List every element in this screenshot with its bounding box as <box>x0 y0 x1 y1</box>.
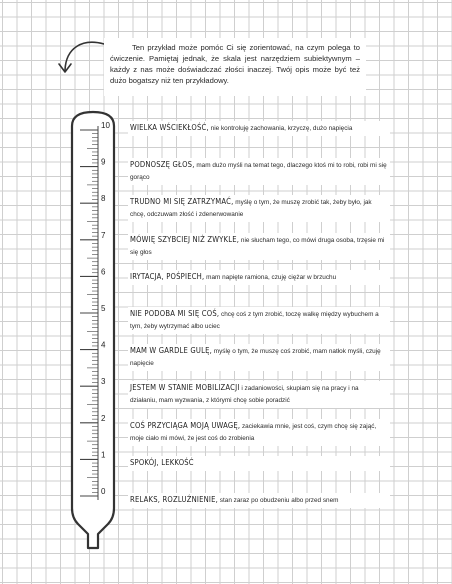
scale-number: 5 <box>101 304 106 313</box>
scale-item-4 <box>128 344 390 371</box>
scale-item-10 <box>128 121 390 136</box>
scale-item-2 <box>128 419 390 446</box>
scale-item-description: myślę o tym, że muszę coś zrobić, mam natłok myśli, czuję napięcie <box>130 348 381 368</box>
scale-item-description: myślę o tym, że muszę zrobić tak, żeby było, jak chcę, odczuwam złość i zdenerwowanie <box>130 199 372 219</box>
scale-item-1 <box>128 456 390 471</box>
scale-item-title: COŚ PRZYCIĄGA MOJĄ UWAGĘ, <box>130 420 241 430</box>
scale-number: 8 <box>101 194 106 204</box>
scale-item-title: SPOKÓJ, LEKKOŚĆ <box>130 457 194 467</box>
scale-item-title: IRYTACJA, POŚPIECH, <box>130 271 205 281</box>
scale-number: 1 <box>101 450 106 460</box>
scale-item-title: MAM W GARDLE GULĘ, <box>130 346 213 356</box>
scale-item-3 <box>128 381 390 408</box>
scale-item-6 <box>128 270 390 285</box>
scale-item-8 <box>128 195 390 222</box>
scale-item-description: nie kontroluję zachowania, krzyczę, dużo napięcia <box>208 125 353 132</box>
scale-item-0 <box>128 493 390 508</box>
scale-item-title: NIE PODOBA MI SIĘ COŚ, <box>130 309 220 318</box>
scale-item-5 <box>128 307 390 334</box>
thermometer-scale <box>58 108 128 558</box>
scale-number: 10 <box>101 121 110 130</box>
scale-item-title: RELAKS, ROZLUŹNIENIE, <box>130 495 219 504</box>
scale-item-title: TRUDNO MI SIĘ ZATRZYMAĆ, <box>130 197 234 207</box>
scale-number: 4 <box>101 340 106 350</box>
intro-box <box>104 38 366 96</box>
scale-item-description: chcę coś z tym zrobić, toczę walkę między wybuchem a tym, żeby wytrzymać albo uciec <box>130 311 379 330</box>
curved-arrow-icon <box>52 36 108 86</box>
intro-text: Ten przykład może pomóc Ci się zorientować, na czym polega to ćwiczenie. Pamiętaj jednak, że skala jest narzędziem subiektywnym – każdy z nas może doświadczać złości inaczej. Twój opis może być też dużo bogatszy niż ten przykładowy. <box>110 43 360 85</box>
scale-item-description: i zadaniowości, skupiam się na pracy i na działaniu, mam wyzwania, z którymi chcę sobie poradzić <box>130 385 359 405</box>
scale-item-title: WIELKA WŚCIEKŁOŚĆ, <box>130 123 209 132</box>
scale-item-description: mam napięte ramiona, czuję ciężar w brzuchu <box>204 273 337 281</box>
scale-number: 3 <box>101 377 106 387</box>
scale-item-description: zaciekawia mnie, jest coś, czym chcę się zająć, moje ciało mi mówi, że jest coś do zrobienia <box>130 422 377 442</box>
scale-item-description: mam dużo myśli na temat tego, dlaczego ktoś mi to robi, robi mi się gorąco <box>130 162 387 182</box>
scale-number: 2 <box>101 413 106 423</box>
scale-item-description: stan zaraz po obudzeniu albo przed snem <box>218 497 339 504</box>
scale-number: 0 <box>101 487 106 496</box>
scale-item-title: PODNOSZĘ GŁOS, <box>130 160 195 170</box>
scale-number: 6 <box>101 267 106 277</box>
scale-item-9 <box>128 158 390 185</box>
scale-item-description: nie słucham tego, co mówi druga osoba, trzęsie mi się głos <box>130 236 385 256</box>
scale-item-title: MÓWIĘ SZYBCIEJ NIŻ ZWYKLE, <box>130 234 240 244</box>
scale-item-title: JESTEM W STANIE MOBILIZACJI <box>130 383 240 393</box>
scale-number: 7 <box>101 230 106 240</box>
scale-item-7 <box>128 233 390 260</box>
scale-number: 9 <box>101 157 106 167</box>
